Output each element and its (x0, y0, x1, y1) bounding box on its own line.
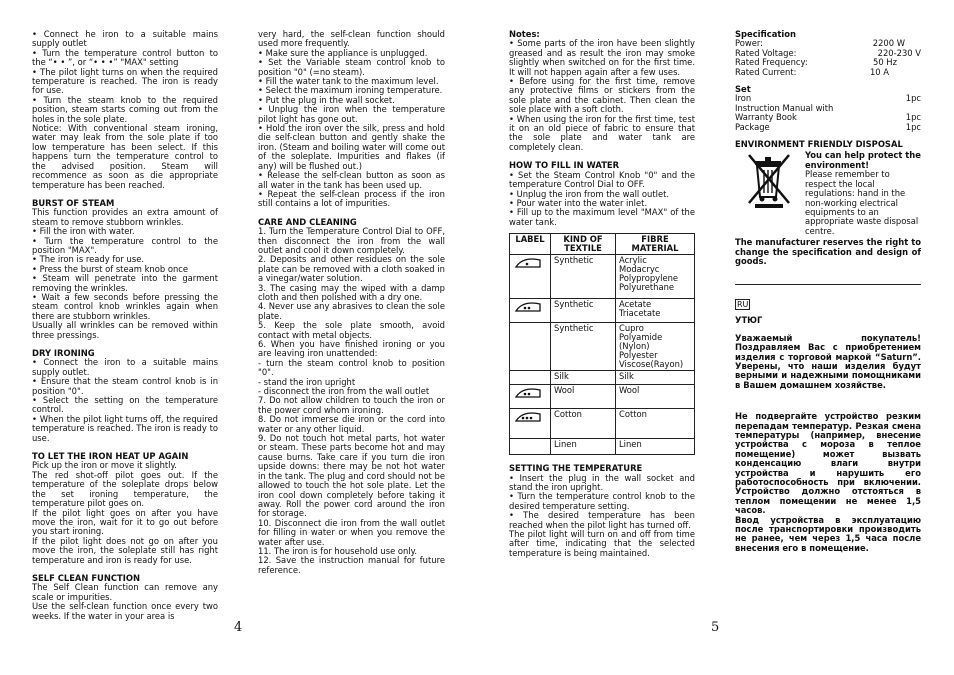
text-line: 11. The iron is for household use only. (258, 545, 418, 556)
notes-heading: Notes: (509, 29, 540, 39)
text-line: • Press the burst of steam knob once (32, 263, 189, 274)
text-line: The pilot light will turn on and off from time after time, indicating that the selected temperature is being maintained. (509, 528, 695, 558)
page-number-left: 4 (234, 620, 243, 635)
text-line: • Repeat the self-clean process if the iron still contains a lot of impurities. (258, 188, 445, 209)
text-line: - disconnect the iron from the wall outlet (258, 386, 430, 397)
textile-cell: Wool (551, 385, 616, 409)
set-row: Instruction Manual with (735, 102, 834, 113)
textile-cell: Silk (551, 371, 616, 385)
text-line: 1. Turn the Temperature Control Dial to OFF, then disconnect the iron from the wall outlet and cool it down completely. (258, 226, 445, 255)
textile-cell: Synthetic (551, 255, 616, 299)
text-line: • When the pilot light turns off, the required temperature is reached. The iron is ready to use. (32, 413, 218, 443)
text-line: • Unplug the iron when the temperature pilot light has gone out. (258, 104, 445, 124)
text-line: This function provides an extra amount of steam to remove stubborn wrinkles. (32, 207, 218, 227)
text-line: - stand the iron upright (258, 376, 356, 387)
spec-row: Rated Frequency: 50 Hz (735, 57, 897, 68)
temperature-dot (526, 263, 529, 266)
header-textile: KIND OF TEXTILE (551, 234, 616, 255)
column-3 (509, 30, 695, 558)
temperature-dot (522, 417, 525, 420)
textile-cell: Linen (551, 439, 616, 455)
iron-symbol-icon (513, 300, 543, 313)
set-row: Warranty Book 1pc (735, 112, 921, 123)
divider (735, 284, 921, 285)
temperature-dot (528, 307, 531, 310)
fibre-cell: Acrylic Modacryc Polypropylene Polyurethane (616, 255, 695, 299)
column-4 (735, 30, 921, 553)
ru-title: УТЮГ (735, 315, 763, 326)
section-heading: BURST OF STEAM (32, 197, 115, 208)
text-line: • Some parts of the iron have been slightly greased and as result the iron may smoke slightly when switched on for the first time. It will not happen again after a few uses. (509, 38, 695, 77)
section-heading: DRY IRONING (32, 348, 95, 358)
text-line: • Select the setting on the temperature control. (32, 395, 218, 415)
text-line: • Before using for the first time, remove any protective films or stickers from the sole plate and the cabinet. Then clean the sole place with a soft cloth. (509, 76, 695, 115)
text-line: Use the self-clean function once every two weeks. If the water in your area is (32, 601, 218, 621)
text-line: Usually all wrinkles can be removed within three pressings. (32, 320, 218, 340)
text-line: The Self Clean function can remove any scale or impurities. (32, 582, 218, 602)
env-heading: ENVIRONMENT FRIENDLY DISPOSAL (735, 139, 903, 150)
text-line: 10. Disconnect die iron from the wall outlet for filling in water or when you remove the water after use. (258, 517, 445, 547)
text-line: If the pilot light does not go on after you move the iron, the soleplate still has right temperature and iron is ready for use. (32, 535, 218, 565)
textile-cell: Synthetic (551, 299, 616, 323)
text-line: • Select the maximum ironing temperature. (258, 85, 443, 96)
column-1 (32, 30, 218, 621)
text-line: • The desired temperature has been reached when the pilot light has turned off. (509, 510, 695, 530)
column-2 (258, 30, 445, 575)
table-row (510, 385, 695, 409)
iron-label-cell (510, 323, 551, 371)
table-row (510, 299, 695, 323)
text-line: • Turn the temperature control button to the “• • ”, or “• • •” "MAX" setting (32, 47, 218, 68)
text-line: • Hold the iron over the silk, press and hold die self-clean button and gently shake the iron. (Steam and boiling water will come out of the soleplate. Impurities and flakes (if any) will be flushed out.) (258, 123, 445, 171)
temperature-dot (528, 393, 531, 396)
fabric-table-body (510, 255, 695, 455)
iron-label-cell (510, 299, 551, 323)
header-label: LABEL (510, 234, 551, 255)
text-line: • Release the self-clean button as soon as all water in the tank has been used up. (258, 170, 445, 190)
text-line: 5. Keep the sole plate smooth, avoid contact with metal objects. (258, 320, 445, 340)
textile-cell: Synthetic (551, 323, 616, 371)
text-line: 9. Do not touch hot metal parts, hot water or steam. These parts become hot and may cause burns. Take care if you turn die iron upside downs: there may be not hot water in the tank. The plug and cord should not be allowed to touch the hot sole plate. Let the iron cool down completely before taking it away. Roll the power cord around the iron for storage. (258, 433, 445, 519)
fibre-cell: Silk (616, 371, 695, 385)
text-line: • Fill the iron with water. (32, 226, 135, 237)
text-line: • Pour water into the water inlet. (509, 197, 648, 208)
text-line: very hard, the self-clean function should used more frequently. (258, 29, 445, 49)
manufacturer-note: The manufacturer reserves the right to change the specification and design of goods. (735, 237, 921, 266)
env-text (805, 151, 921, 236)
temperature-dot (524, 393, 527, 396)
fibre-cell: Cotton (616, 409, 695, 439)
text-line: • Fill the water tank to the maximum level. (258, 76, 439, 87)
text-line: • Connect he iron to a suitable mains supply outlet (32, 29, 218, 49)
env-block (735, 151, 921, 236)
spec-heading: Specification (735, 29, 796, 39)
text-line: The red shot-off pilot goes out. If the temperature of the soleplate drops below the set ironing temperature, the temperature pilot goes on. (32, 469, 218, 509)
fibre-cell: Acetate Triacetate (616, 299, 695, 323)
ru-greeting: Уважаемый покупатель! Поздравляем Вас с приобретением изделия с торговой маркой “Saturn”. Уверены, что наши изделия будут верными и надежными помощниками в Вашем домашнем хозяйстве. (735, 332, 921, 390)
text-line: • The iron is ready for use. (32, 254, 145, 265)
text-line: If the pilot light goes on after you have move the iron, wait for it to go out before you start ironing. (32, 507, 218, 537)
temperature-dot (530, 417, 533, 420)
textile-cell: Cotton (551, 409, 616, 439)
language-badge: RU (737, 300, 749, 310)
section-heading: CARE AND CLEANING (258, 216, 357, 227)
set-row: Iron 1pc (735, 93, 921, 104)
set-row: Package 1pc (735, 121, 921, 132)
section-heading: SETTING THE TEMPERATURE (509, 463, 643, 474)
text-line: • Set the Steam Control Knob "0" and the temperature Control Dial to OFF. (509, 169, 695, 190)
text-line: - turn the steam control knob to position "0". (258, 357, 445, 378)
temperature-dot (526, 417, 529, 420)
text-line: Pick up the iron or move it slightly. (32, 460, 177, 471)
table-row (510, 439, 695, 455)
text-line: • Turn the temperature control to the position "MAX". (32, 235, 218, 255)
iron-label-cell (510, 371, 551, 385)
crossed-bin-icon (739, 151, 799, 209)
iron-label-cell (510, 255, 551, 299)
ru-warning: Не подвергайте устройство резким перепадам температур. Резкая смена температуры (например, внесение устройства с мороза в теплое помещение) может вызвать конденсацию влаги внутри устройства и нарушить его работоспособность при включении. Устройство должно отстояться в теплом помещении не менее 1,5 часов. (735, 411, 921, 516)
page-number-right: 5 (711, 620, 720, 635)
text-line: • Insert the plug in the wall socket and stand the iron upright. (509, 472, 695, 492)
text-line: • Ensure that the steam control knob is in position "0". (32, 376, 218, 396)
text-line: • Wait a few seconds before pressing the steam control knob wrinkles again when there are stubborn wrinkles. (32, 291, 218, 321)
text-line: • Connect the iron to a suitable mains supply outlet. (32, 357, 218, 377)
iron-label-cell (510, 439, 551, 455)
iron-symbol-icon (513, 256, 543, 269)
text-line: • The pilot light turns on when the required temperature is reached. The iron is ready for use. (32, 66, 218, 96)
env-bold-line: You can help protect the environment! (805, 150, 921, 170)
fibre-cell: Wool (616, 385, 695, 409)
text-line: • Make sure the appliance is unplugged. (258, 47, 428, 58)
header-fibre: FIBRE MATERIAL (616, 234, 695, 255)
text-line: • Unplug the iron from the wall outlet. (509, 188, 670, 199)
spec-row: Rated Current: 10 A (735, 66, 889, 77)
text-line: • When using the iron for the first time, test it on an old piece of fabric to ensure that the sole plate and water tank are completely clean. (509, 113, 695, 152)
table-row (510, 409, 695, 439)
text-line: 2. Deposits and other residues on the sole plate can be removed with a cloth soaked in a vinegar/water solution. (258, 254, 445, 284)
section-heading: TO LET THE IRON HEAT UP AGAIN (32, 451, 189, 462)
fibre-cell: Linen (616, 439, 695, 455)
table-row (510, 255, 695, 299)
text-line: • Turn the steam knob to the required position, steam starts coming out from the holes in the sole plate. (32, 94, 218, 124)
env-body: Please remember to respect the local regulations: hand in the non-working electrical equipments to an appropriate waste disposal centre. (805, 169, 919, 236)
table-row (510, 323, 695, 371)
text-line: 8. Do not immerse die iron or the cord into water or any other liquid. (258, 414, 445, 434)
text-line: 12. Save the instruction manual for future reference. (258, 555, 445, 575)
text-line: • Set the Variable steam control knob to position "0" (=no steam). (258, 57, 445, 77)
fibre-cell: Cupro Polyamide (Nylon) Polyester Viscose(Rayon) (616, 323, 695, 371)
text-line: • Put the plug in the wall socket. (258, 94, 395, 105)
text-line: • Steam will penetrate into the garment removing the wrinkles. (32, 273, 218, 293)
text-line: • Fill up to the maximum level "MAX" of the water tank. (509, 207, 695, 227)
iron-label-cell (510, 409, 551, 439)
spec-row: Rated Voltage: 220-230 V (735, 47, 921, 58)
fabric-table (509, 233, 695, 455)
section-heading: HOW TO FILL IN WATER (509, 160, 620, 171)
table-row (510, 371, 695, 385)
table-header-row (510, 234, 695, 255)
text-line: 3. The casing may the wiped with a damp cloth and then polished with a dry one. (258, 282, 445, 302)
spec-row: Power: 2200 W (735, 38, 905, 49)
iron-symbol-icon (513, 410, 543, 423)
notice-paragraph: Notice: With conventional steam ironing, water may leak from the sole plate if too low temperature has been select. If this happens turn the temperature control to the advised position. Steam will recommence as soon as die appropriate temperature has been reached. (32, 123, 218, 190)
set-heading: Set (735, 84, 751, 95)
ru-use: Ввод устройства в эксплуатацию после транспортировки производить не ранее, чем через 1,5 часа после внесения его в помещение. (735, 514, 921, 553)
iron-symbol-icon (513, 386, 543, 399)
text-line: 4. Never use any abrasives to clean the sole plate. (258, 301, 445, 321)
iron-label-cell (510, 385, 551, 409)
text-line: 7. Do not allow children to touch the iron or the power cord whom ironing. (258, 395, 445, 415)
temperature-dot (524, 307, 527, 310)
text-line: 6. When you have finished ironing or you are leaving iron unattended: (258, 339, 445, 359)
section-heading: SELF CLEAN FUNCTION (32, 572, 140, 583)
text-line: • Turn the temperature control knob to the desired temperature setting. (509, 491, 695, 511)
